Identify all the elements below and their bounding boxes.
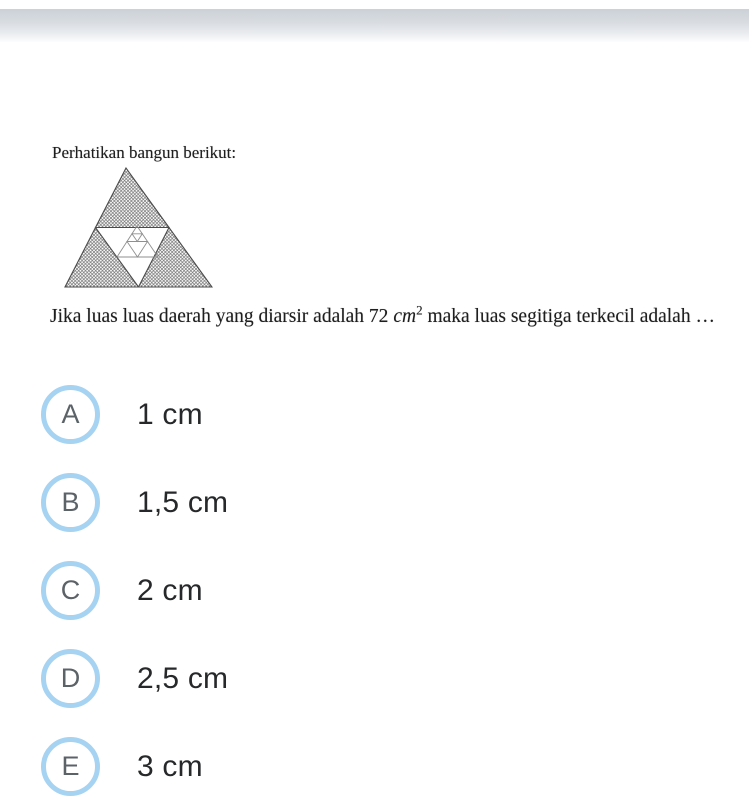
- option-letter-c: C: [60, 575, 81, 605]
- option-row-d[interactable]: [41, 649, 228, 708]
- option-letter-e: E: [61, 751, 80, 781]
- option-radio-d[interactable]: [41, 649, 100, 708]
- option-row-a[interactable]: [41, 385, 203, 444]
- question-text: [50, 302, 715, 328]
- option-letter-b: B: [61, 487, 80, 517]
- question-unit: cm: [393, 306, 417, 327]
- option-radio-b[interactable]: [41, 473, 100, 532]
- top-shadow-band: [0, 9, 749, 42]
- option-radio-c[interactable]: [41, 561, 100, 620]
- option-label-e[interactable]: 3 cm: [137, 749, 203, 783]
- inner-subdivided-triangle: [117, 226, 158, 257]
- shaded-triangle-figure: [60, 167, 213, 289]
- question-prompt: Perhatikan bangun berikut:: [52, 143, 237, 162]
- option-row-e[interactable]: [41, 737, 203, 796]
- question-exponent: 2: [416, 302, 423, 318]
- option-label-d[interactable]: 2,5 cm: [137, 661, 229, 695]
- shaded-top-triangle: [96, 168, 170, 228]
- question-text-prefix: Jika luas luas daerah yang diarsir adalah 72: [50, 306, 394, 327]
- option-label-c[interactable]: 2 cm: [137, 573, 203, 607]
- option-row-c[interactable]: [41, 561, 203, 620]
- option-label-b[interactable]: 1,5 cm: [137, 485, 229, 519]
- option-radio-e[interactable]: [41, 737, 100, 796]
- option-label-a[interactable]: 1 cm: [137, 397, 203, 431]
- option-row-b[interactable]: [41, 473, 228, 532]
- option-letter-a: A: [61, 399, 80, 429]
- question-text-suffix: maka luas segitiga terkecil adalah …: [422, 306, 715, 327]
- option-letter-d: D: [60, 663, 81, 693]
- option-radio-a[interactable]: [41, 385, 100, 444]
